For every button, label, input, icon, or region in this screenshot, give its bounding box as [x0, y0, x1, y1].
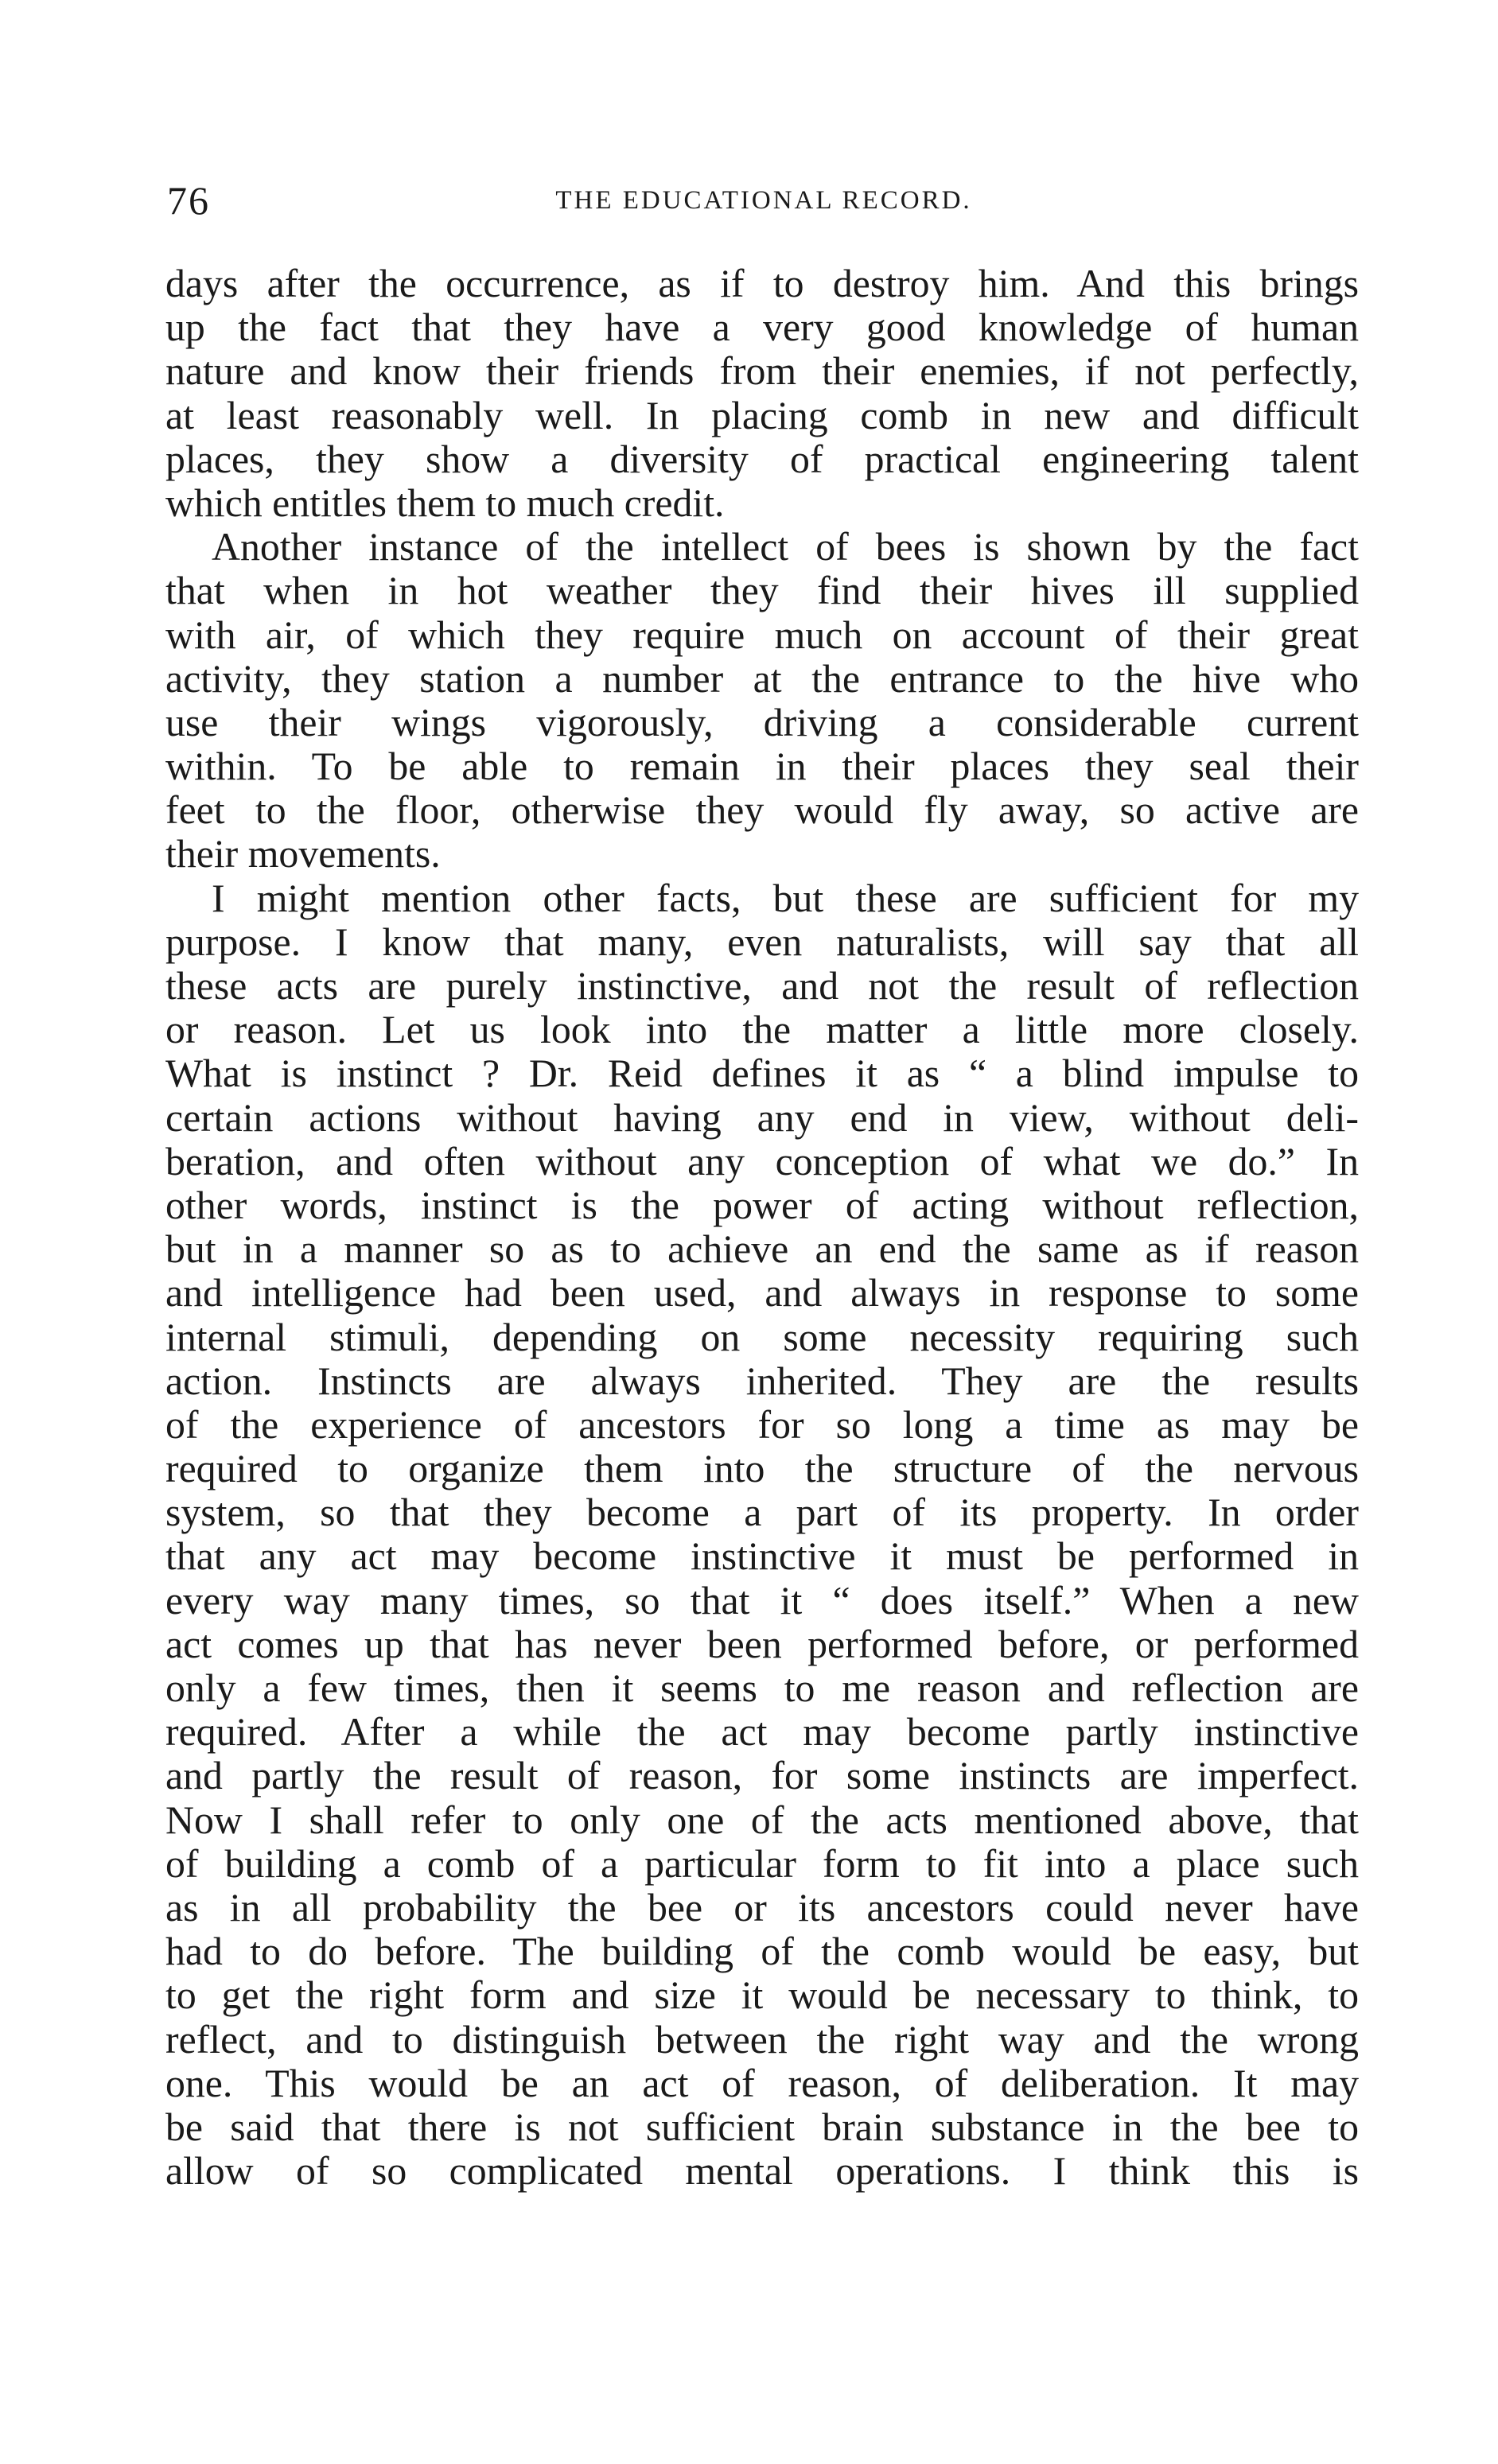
- text-line: places, they show a diversity of practical engineering talent: [165, 437, 1359, 481]
- text-line: as in all probability the bee or its ancestors could never have: [165, 1885, 1359, 1930]
- text-line: certain actions without having any end in view, without deli-: [165, 1095, 1359, 1140]
- text-line: Now I shall refer to only one of the acts mentioned above, that: [165, 1797, 1359, 1842]
- journal-title: THE EDUCATIONAL RECORD.: [555, 186, 972, 215]
- text-line: or reason. Let us look into the matter a little more closely.: [165, 1008, 1359, 1052]
- text-line: and intelligence had been used, and always in response to some: [165, 1271, 1359, 1316]
- text-line: of the experience of ancestors for so long a time as may be: [165, 1402, 1359, 1447]
- text-line: only a few times, then it seems to me reason and reflection are: [165, 1666, 1359, 1710]
- text-line: to get the right form and size it would be necessary to think, to: [165, 1973, 1359, 2018]
- text-line: which entitles them to much credit.: [165, 480, 725, 525]
- text-line: required. After a while the act may become partly instinctive: [165, 1710, 1359, 1755]
- text-line: their movements.: [165, 832, 441, 876]
- text-line: feet to the floor, otherwise they would fly away, so active are: [165, 788, 1359, 833]
- text-line: be said that there is not sufficient brain substance in the bee to: [165, 2105, 1359, 2149]
- text-line: with air, of which they require much on account of their great: [165, 612, 1359, 657]
- text-line: What is instinct ? Dr. Reid defines it as “ a blind impulse to: [165, 1051, 1359, 1096]
- text-line: that any act may become instinctive it must be performed in: [165, 1534, 1359, 1579]
- text-line: nature and know their friends from their enemies, if not perfectly,: [165, 349, 1359, 394]
- text-line: days after the occurrence, as if to destroy him. And this brings: [165, 262, 1359, 305]
- text-line: and partly the result of reason, for some instincts are imperfect.: [165, 1754, 1359, 1798]
- paragraph-start-line: I might mention other facts, but these are sufficient for my: [212, 876, 1359, 920]
- text-line: required to organize them into the structure of the nervous: [165, 1447, 1359, 1491]
- text-line: had to do before. The building of the comb would be easy, but: [165, 1930, 1359, 1974]
- text-line: use their wings vigorously, driving a considerable current: [165, 700, 1359, 744]
- text-line: within. To be able to remain in their places they seal their: [165, 744, 1359, 789]
- page-number: 76: [167, 178, 210, 223]
- text-line: beration, and often without any conception of what we do.” In: [165, 1139, 1359, 1183]
- text-line: act comes up that has never been performed before, or performed: [165, 1622, 1359, 1666]
- text-line: up the fact that they have a very good knowledge of human: [165, 305, 1359, 350]
- text-line: system, so that they become a part of its property. In order: [165, 1490, 1359, 1535]
- text-line: these acts are purely instinctive, and not the result of reflection: [165, 964, 1359, 1008]
- text-line: action. Instincts are always inherited. They are the results: [165, 1358, 1359, 1403]
- text-line: purpose. I know that many, even naturalists, will say that all: [165, 919, 1359, 964]
- text-line: one. This would be an act of reason, of deliberation. It may: [165, 2061, 1359, 2105]
- text-line: reflect, and to distinguish between the right way and the wrong: [165, 2017, 1359, 2062]
- text-line: internal stimuli, depending on some necessity requiring such: [165, 1315, 1359, 1359]
- text-line: but in a manner so as to achieve an end the same as if reason: [165, 1227, 1359, 1272]
- text-line: allow of so complicated mental operations. I think this is: [165, 2149, 1359, 2194]
- text-line: other words, instinct is the power of acting without reflection,: [165, 1183, 1359, 1227]
- running-head: [167, 177, 1360, 224]
- text-line: activity, they station a number at the entrance to the hive who: [165, 656, 1359, 701]
- paragraph-start-line: Another instance of the intellect of bees is shown by the fact: [212, 525, 1359, 569]
- text-line: at least reasonably well. In placing comb in new and difficult: [165, 393, 1359, 437]
- text-line: of building a comb of a particular form to fit into a place such: [165, 1841, 1359, 1886]
- body-text: [165, 262, 1359, 2193]
- text-line: that when in hot weather they find their hives ill supplied: [165, 569, 1359, 613]
- text-line: every way many times, so that it “ does itself.” When a new: [165, 1578, 1359, 1623]
